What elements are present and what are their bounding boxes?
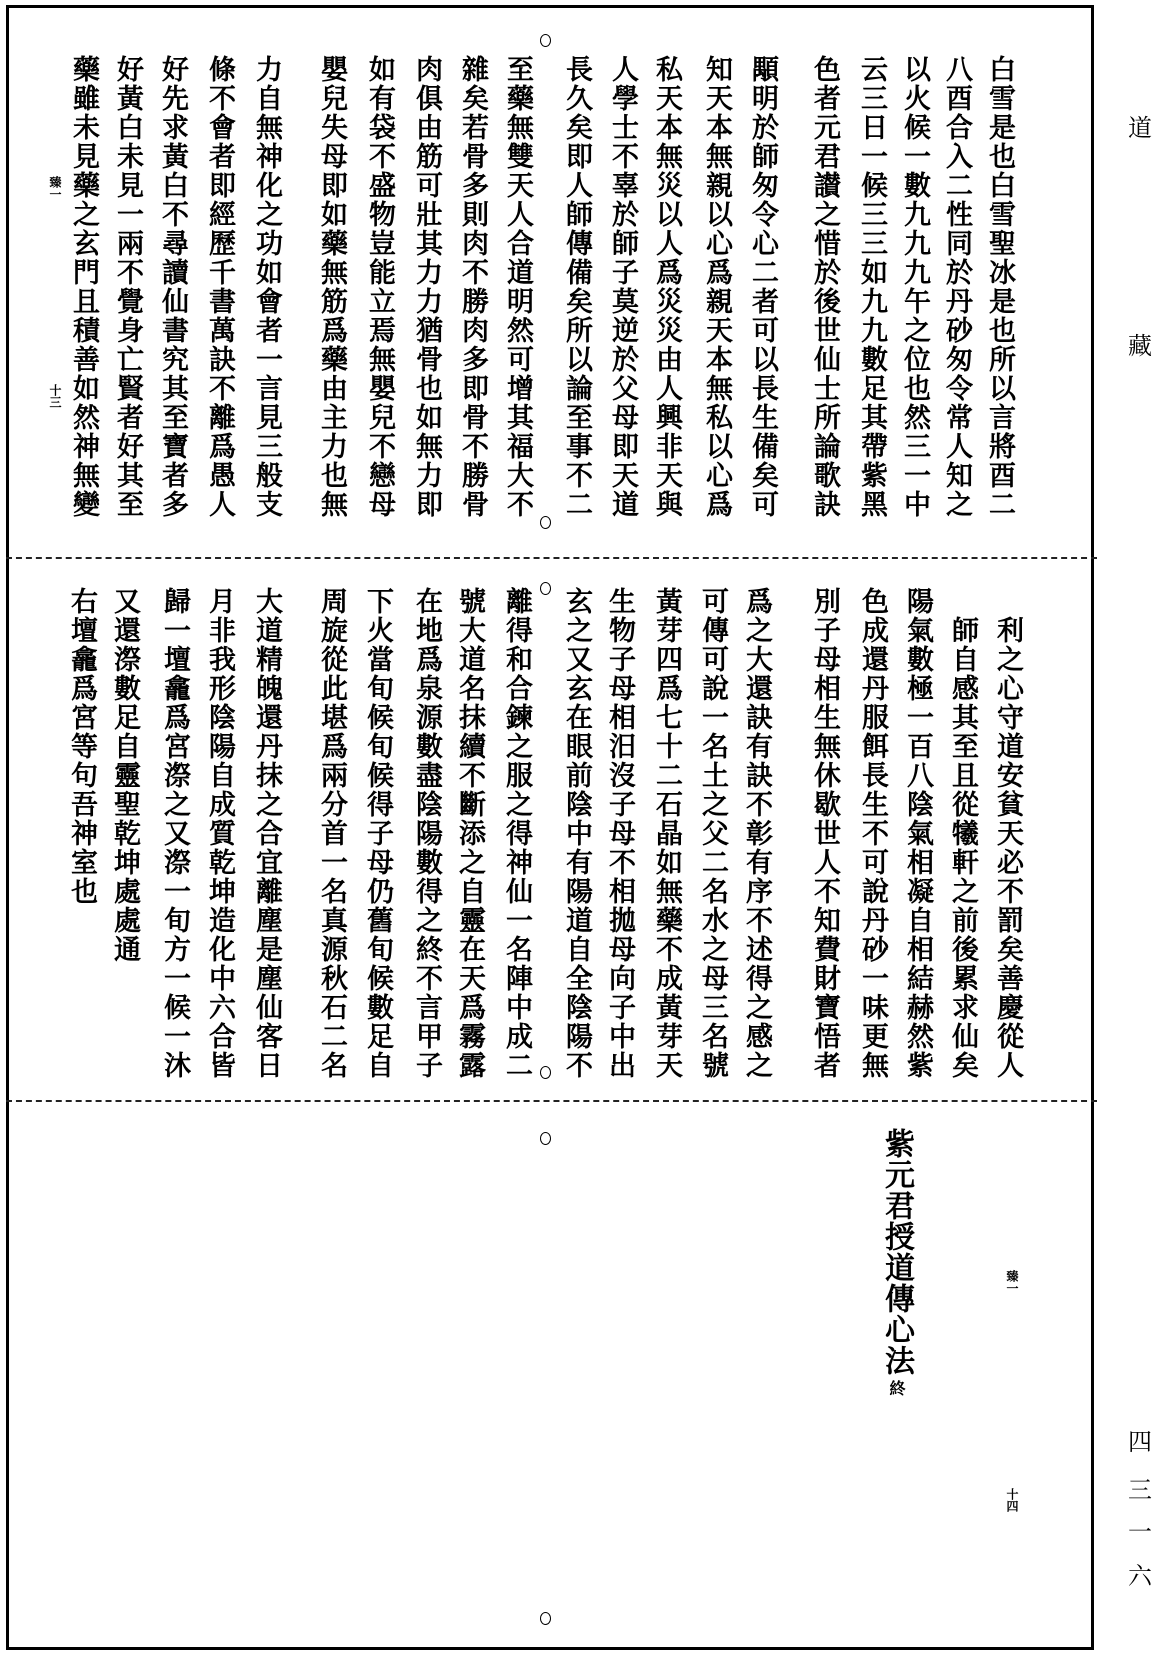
top-text-column: 肉俱由筋可壯其力力猶骨也如無力即 [411, 55, 442, 519]
top-text-column: 以火候一數九九九午之位也然三一中 [899, 55, 930, 519]
fold-circle-mark [540, 516, 551, 529]
middle-text-column: 月非我形陰陽自成質乾坤造化中六合皆 [204, 587, 235, 1080]
title-text: 紫元君授道傳心法 [879, 1128, 914, 1376]
middle-text-column: 陽氣數極一百八陰氣相凝自相結赫然紫 [902, 587, 933, 1080]
middle-text-column: 利之心守道安貧天必不罰矣善慶從人 [992, 616, 1023, 1080]
top-text-column: 人學士不辜於師子莫逆於父母即天道 [607, 55, 638, 519]
top-text-column: 白雪是也白雪聖冰是也所以言將酉二 [984, 55, 1015, 519]
middle-text-column: 師自感其至且從犧軒之前後累求仙矣 [947, 616, 978, 1080]
collection-name-char: 藏 [1128, 332, 1152, 360]
top-text-column: 至藥無雙天人合道明然可增其福大不 [502, 55, 533, 519]
page-number-char: 一 [1128, 1518, 1152, 1546]
page-number-char: 六 [1128, 1562, 1152, 1590]
fold-circle-mark [540, 34, 551, 47]
section-divider [6, 557, 1097, 559]
leaf-mark: 十三 [48, 384, 62, 408]
top-text-column: 嬰兒失母即如藥無筋爲藥由主力也無 [316, 55, 347, 519]
middle-text-column: 下火當旬候旬候得子母仍舊旬候數足自 [362, 587, 393, 1080]
volume-mark: 臻一 [48, 176, 62, 200]
top-text-column: 顒明於師匆令心二者可以長生備矣可 [747, 55, 778, 519]
top-text-column: 私天本無災以人爲災災由人興非天與 [651, 55, 682, 519]
top-text-column: 云三日一候三三如九九數足其帶紫黑 [856, 55, 887, 519]
middle-text-column: 周旋從此堪爲兩分首一名真源秋石二名 [316, 587, 347, 1080]
scripture-title [874, 1128, 918, 1397]
leaf-mark: 十四 [1005, 1488, 1019, 1512]
fold-circle-mark [540, 1612, 551, 1625]
top-text-column: 八酉合入二性同於丹砂匆令常人知之 [941, 55, 972, 519]
middle-text-column: 歸一壇龕爲宮漈之又漈一旬方一候一沐 [159, 587, 190, 1080]
middle-text-column: 別子母相生無休歇世人不知費財寶悟者 [809, 587, 840, 1080]
middle-text-column: 離得和合鍊之服之得神仙一名陣中成二 [501, 587, 532, 1080]
middle-text-column: 黃芽四爲七十二石晶如無藥不成黃芽天 [651, 587, 682, 1080]
top-text-column: 條不會者即經歷千書萬訣不離爲愚人 [204, 55, 235, 519]
section-divider [6, 1100, 1097, 1102]
top-text-column: 知天本無親以心爲親天本無私以心爲 [701, 55, 732, 519]
top-text-column: 好黃白未見一兩不覺身亡賢者好其至 [112, 55, 143, 519]
collection-name-char: 道 [1128, 114, 1152, 142]
top-text-column: 長久矣即人師傳備矣所以論至事不二 [561, 55, 592, 519]
middle-text-column: 號大道名抹續不斷添之自靈在天爲霧露 [454, 587, 485, 1080]
middle-text-column: 又還漈數足自靈聖乾坤處處通 [109, 587, 140, 964]
middle-text-column: 可傳可說一名土之父二名水之母三名號 [697, 587, 728, 1080]
top-text-column: 色者元君讃之惜於後世仙士所論歌訣 [809, 55, 840, 519]
end-mark: 終 [887, 1380, 906, 1397]
top-text-column: 藥雖未見藥之玄門且積善如然神無變 [68, 55, 99, 519]
page-number-char: 三 [1128, 1476, 1152, 1504]
top-text-column: 好先求黃白不尋讀仙書究其至寶者多 [157, 55, 188, 519]
fold-circle-mark [540, 582, 551, 595]
middle-text-column: 玄之又玄在眼前陰中有陽道自全陰陽不 [561, 587, 592, 1080]
middle-text-column: 右壇龕爲宮等句吾神室也 [66, 587, 97, 906]
middle-text-column: 生物子母相汨沒子母不相拋母向子中出 [604, 587, 635, 1080]
top-text-column: 力自無神化之功如會者一言見三般支 [251, 55, 282, 519]
middle-text-column: 大道精魄還丹抹之合宜離塵是塵仙客日 [251, 587, 282, 1080]
middle-text-column: 爲之大還訣有訣不彰有序不述得之感之 [741, 587, 772, 1080]
middle-text-column: 色成還丹服餌長生不可說丹砂一味更無 [857, 587, 888, 1080]
fold-circle-mark [540, 1132, 551, 1145]
middle-text-column: 在地爲泉源數盡陰陽數得之終不言甲子 [411, 587, 442, 1080]
fold-circle-mark [540, 1066, 551, 1079]
top-text-column: 如有袋不盛物豈能立焉無嬰兒不戀母 [364, 55, 395, 519]
volume-mark: 臻一 [1005, 1270, 1019, 1294]
page-number-char: 四 [1128, 1428, 1152, 1456]
top-text-column: 雜矣若骨多則肉不勝肉多即骨不勝骨 [457, 55, 488, 519]
